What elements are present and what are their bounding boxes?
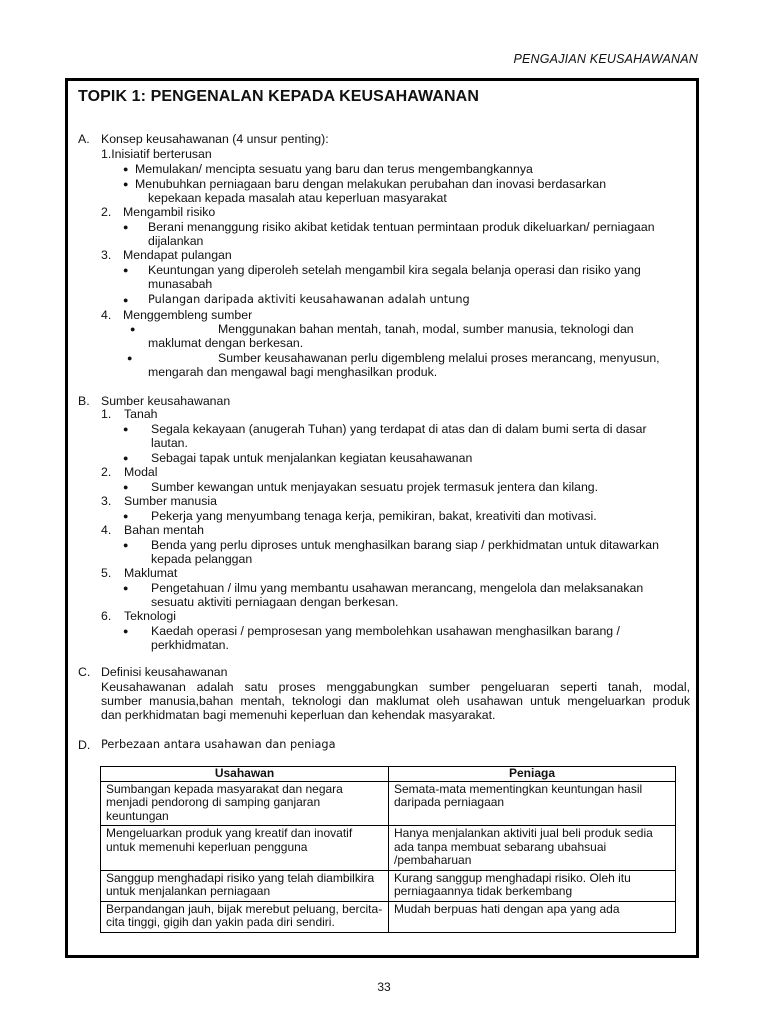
section-b-teknologi-bullet-1: Kaedah operasi / pemprosesan yang membolehkan usahawan menghasilkan barang / [151, 624, 620, 638]
section-a-item-4-bullet-2-cont: mengarah dan mengawal bagi menghasilkan produk. [148, 365, 438, 379]
table-header-row [101, 767, 676, 782]
bullet-icon: ● [123, 295, 129, 305]
section-b-item-sumber-manusia: Sumber manusia [124, 494, 217, 508]
section-c-paragraph-line-3: dan perkhidmatan bagi memenuhi keperluan dan kehendak masyarakat. [101, 708, 496, 722]
section-c-heading: Definisi keusahawanan [101, 665, 228, 679]
bullet-icon: ● [130, 324, 136, 334]
bullet-icon: ● [123, 179, 129, 189]
column-header-peniaga: Peniaga [389, 767, 676, 782]
section-b-bahan-mentah-bullet-1-cont: kepada pelanggan [151, 552, 253, 566]
section-a-item-4: Menggembleng sumber [123, 308, 253, 322]
table-cell: Mengeluarkan produk yang kreatif dan inovatif untuk memenuhi keperluan pengguna [101, 826, 389, 871]
bullet-icon: ● [123, 511, 129, 521]
section-a-item-4-number: 4. [101, 308, 112, 322]
table-cell: Hanya menjalankan aktiviti jual beli produk sedia ada tanpa membuat sebarang ubahsuai /pembaharuan [389, 826, 676, 871]
section-b-item-teknologi: Teknologi [124, 609, 176, 623]
bullet-icon: ● [123, 626, 129, 636]
section-b-item-maklumat: Maklumat [124, 566, 178, 580]
bullet-icon: ● [123, 164, 129, 174]
bullet-icon: ● [127, 353, 133, 363]
table-row [101, 870, 676, 901]
table-cell: Sumbangan kepada masyarakat dan negara menjadi pendorong di samping ganjaran keuntungan [101, 781, 389, 826]
section-a-item-3-bullet-1: Keuntungan yang diperoleh setelah mengambil kira segala belanja operasi dan risiko yang [148, 263, 641, 277]
section-a-item-1-bullet-2-cont: kepekaan kepada masalah atau keperluan masyarakat [148, 191, 447, 205]
section-b-bahan-mentah-bullet-1: Benda yang perlu diproses untuk menghasilkan barang siap / perkhidmatan untuk ditawarkan [151, 538, 659, 552]
comparison-table [100, 766, 676, 933]
section-b-item-number: 3. [101, 494, 112, 508]
section-b-item-bahan-mentah: Bahan mentah [124, 523, 204, 537]
table-cell: Mudah berpuas hati dengan apa yang ada [389, 901, 676, 932]
section-d-letter: D. [78, 738, 91, 752]
section-a-item-2-bullet-1-cont: dijalankan [148, 234, 204, 248]
section-c-letter: C. [78, 665, 91, 679]
section-b-item-number: 1. [101, 407, 112, 421]
bullet-icon: ● [123, 540, 129, 550]
bullet-icon: ● [123, 482, 129, 492]
section-b-tanah-bullet-2: Sebagai tapak untuk menjalankan kegiatan keusahawanan [151, 451, 473, 465]
bullet-icon: ● [123, 222, 129, 232]
section-a-item-4-bullet-1-cont: maklumat dengan berkesan. [148, 336, 304, 350]
table-cell: Semata-mata mementingkan keuntungan hasil daripada perniagaan [389, 781, 676, 826]
table-row [101, 781, 676, 826]
bullet-icon: ● [123, 265, 129, 275]
section-a-item-3-bullet-1-cont: munasabah [148, 277, 213, 291]
section-a-letter: A. [78, 132, 90, 146]
section-a-item-3: Mendapat pulangan [123, 248, 232, 262]
section-a-item-2-number: 2. [101, 205, 112, 219]
section-a-item-4-bullet-1: Menggunakan bahan mentah, tanah, modal, sumber manusia, teknologi dan [218, 322, 634, 336]
section-a-heading: Konsep keusahawanan (4 unsur penting): [101, 132, 329, 146]
section-c-paragraph-line-2: sumber manusia,bahan mentah, teknologi dan maklumat oleh usahawan untuk mengeluarkan produk [101, 694, 690, 708]
table-cell: Kurang sanggup menghadapi risiko. Oleh itu perniagaannya tidak berkembang [389, 870, 676, 901]
section-a-item-2-bullet-1: Berani menanggung risiko akibat ketidak tentuan permintaan produk dikeluarkan/ perniagaan [148, 220, 655, 234]
table-row [101, 826, 676, 871]
section-b-modal-bullet-1: Sumber kewangan untuk menjayakan sesuatu projek termasuk jentera dan kilang. [151, 480, 599, 494]
section-a-item-3-bullet-2: Pulangan daripada aktiviti keusahawanan adalah untung [148, 293, 470, 306]
bullet-icon: ● [123, 424, 129, 434]
page-number: 33 [377, 980, 391, 994]
section-b-maklumat-bullet-1: Pengetahuan / ilmu yang membantu usahawan merancang, mengelola dan melaksanakan [151, 581, 644, 595]
section-b-teknologi-bullet-1-cont: perkhidmatan. [151, 638, 229, 652]
section-b-heading: Sumber keusahawanan [101, 394, 231, 408]
table-row [101, 901, 676, 932]
section-b-item-number: 2. [101, 465, 112, 479]
section-a-item-2: Mengambil risiko [123, 205, 216, 219]
table-cell: Sanggup menghadapi risiko yang telah diambilkira untuk menjalankan perniagaan [101, 870, 389, 901]
page-title: TOPIK 1: PENGENALAN KEPADA KEUSAHAWANAN [78, 88, 479, 105]
section-b-item-modal: Modal [124, 465, 158, 479]
section-b-letter: B. [78, 394, 90, 408]
running-header: PENGAJIAN KEUSAHAWANAN [513, 52, 698, 66]
section-b-item-number: 6. [101, 609, 112, 623]
section-a-item-1-bullet-1: Memulakan/ mencipta sesuatu yang baru dan terus mengembangkannya [135, 162, 533, 176]
section-b-item-number: 5. [101, 566, 112, 580]
section-a-item-3-number: 3. [101, 248, 112, 262]
section-b-maklumat-bullet-1-cont: sesuatu aktiviti perniagaan dengan berkesan. [151, 595, 399, 609]
section-b-tanah-bullet-1: Segala kekayaan (anugerah Tuhan) yang terdapat di atas dan di dalam bumi serta di dasar [151, 422, 647, 436]
section-b-item-number: 4. [101, 523, 112, 537]
section-b-sumber-manusia-bullet-1: Pekerja yang menyumbang tenaga kerja, pemikiran, bakat, kreativiti dan motivasi. [151, 509, 597, 523]
section-b-tanah-bullet-1-cont: lautan. [151, 436, 188, 450]
section-a-item-4-bullet-2: Sumber keusahawanan perlu digembleng melalui proses merancang, menyusun, [218, 351, 660, 365]
table-cell: Berpandangan jauh, bijak merebut peluang, bercita-cita tinggi, gigih dan yakin pada diri sendiri. [101, 901, 389, 932]
column-header-usahawan: Usahawan [101, 767, 389, 782]
section-d-heading: Perbezaan antara usahawan dan peniaga [101, 738, 336, 751]
bullet-icon: ● [123, 583, 129, 593]
section-b-item-tanah: Tanah [124, 407, 158, 421]
bullet-icon: ● [123, 453, 129, 463]
section-c-paragraph-line-1: Keusahawanan adalah satu proses menggabungkan sumber pengeluaran seperti tanah, modal, [101, 680, 690, 694]
section-a-item-1: 1.Inisiatif berterusan [101, 147, 212, 161]
section-a-item-1-bullet-2: Menubuhkan perniagaan baru dengan melakukan perubahan dan inovasi berdasarkan [135, 177, 607, 191]
